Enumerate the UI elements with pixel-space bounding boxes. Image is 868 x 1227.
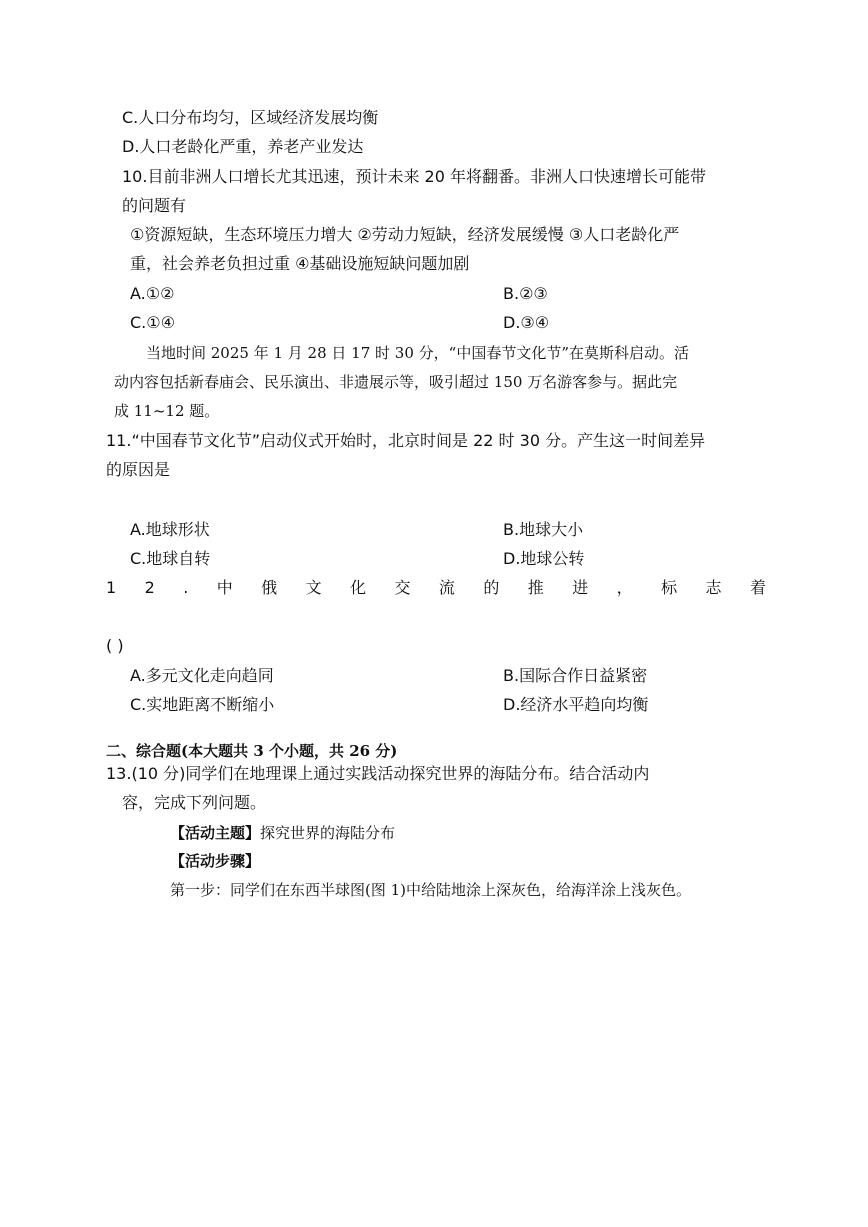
passage-line1: 当地时间 2025 年 1 月 28 日 17 时 30 分，“中国春节文化节”在莫斯科启动。活 [146,344,689,362]
q12-option-c: C.实地距离不断缩小 [130,695,275,714]
q12-stem-char: 1 [106,578,117,597]
q10-stem-line2: 的问题有 [122,196,187,215]
q12-stem-char: . [183,578,189,597]
passage-line2: 动内容包括新春庙会、民乐演出、非遗展示等，吸引超过 150 万名游客参与。据此完 [114,373,678,391]
q12-answer-parentheses: ( ) [106,636,124,655]
q12-stem-char: 2 [144,578,155,597]
q10-items-line1: ①资源短缺，生态环境压力增大 ②劳动力短缺，经济发展缓慢 ③人口老龄化严 [130,225,680,244]
activity-theme-text: 探究世界的海陆分布 [260,824,396,842]
q13-stem-line1: 13.(10 分)同学们在地理课上通过实践活动探究世界的海陆分布。结合活动内 [106,764,650,783]
q11-stem-line1: 11.“中国春节文化节”启动仪式开始时，北京时间是 22 时 30 分。产生这一时间差异 [106,431,706,450]
q11-option-c: C.地球自转 [130,549,211,568]
q9-option-c: C.人口分布均匀，区域经济发展均衡 [122,108,379,127]
q12-stem-char: 中 [216,578,233,597]
q13-stem-line2: 容，完成下列问题。 [122,793,267,812]
q11-option-a: A.地球形状 [130,520,210,539]
q12-stem-char: 志 [705,578,722,597]
q10-option-a: A.①② [130,284,175,303]
q10-option-d: D.③④ [503,313,550,332]
q12-option-b: B.国际合作日益紧密 [503,666,648,685]
activity-theme-label: 【活动主题】 [170,824,261,842]
q9-option-d: D.人口老龄化严重，养老产业发达 [122,137,364,156]
q12-stem-char: 着 [749,578,766,597]
q12-stem-char: 标 [661,578,678,597]
q10-option-c: C.①④ [130,313,175,332]
q12-option-a: A.多元文化走向趋同 [130,666,274,685]
q12-stem-char: 的 [483,578,500,597]
q12-stem [106,577,766,601]
q12-stem-char: 推 [527,578,544,597]
q12-option-d: D.经济水平趋向均衡 [503,695,649,714]
q10-option-b: B.②③ [503,284,548,303]
q12-stem-char: ， [616,578,633,597]
q11-stem-line2: 的原因是 [106,460,171,479]
q10-stem-line1: 10.目前非洲人口增长尤其迅速，预计未来 20 年将翻番。非洲人口快速增长可能带 [122,167,706,186]
q12-stem-char: 文 [305,578,322,597]
q10-items-line2: 重，社会养老负担过重 ④基础设施短缺问题加剧 [130,254,470,273]
q13-activity-theme [170,822,395,844]
q13-step1: 第一步：同学们在东西半球图(图 1)中给陆地涂上深灰色，给海洋涂上浅灰色。 [170,881,692,899]
q13-activity-steps-label: 【活动步骤】 [170,852,261,870]
q11-option-b: B.地球大小 [503,520,584,539]
q11-option-d: D.地球公转 [503,549,585,568]
q12-stem-char: 化 [350,578,367,597]
passage-line3: 成 11~12 题。 [114,402,220,420]
section-heading: 二、综合题(本大题共 3 个小题，共 26 分) [106,742,398,760]
q12-stem-char: 进 [572,578,589,597]
q12-stem-char: 流 [438,578,455,597]
q12-stem-char: 俄 [261,578,278,597]
q12-stem-char: 交 [394,578,411,597]
